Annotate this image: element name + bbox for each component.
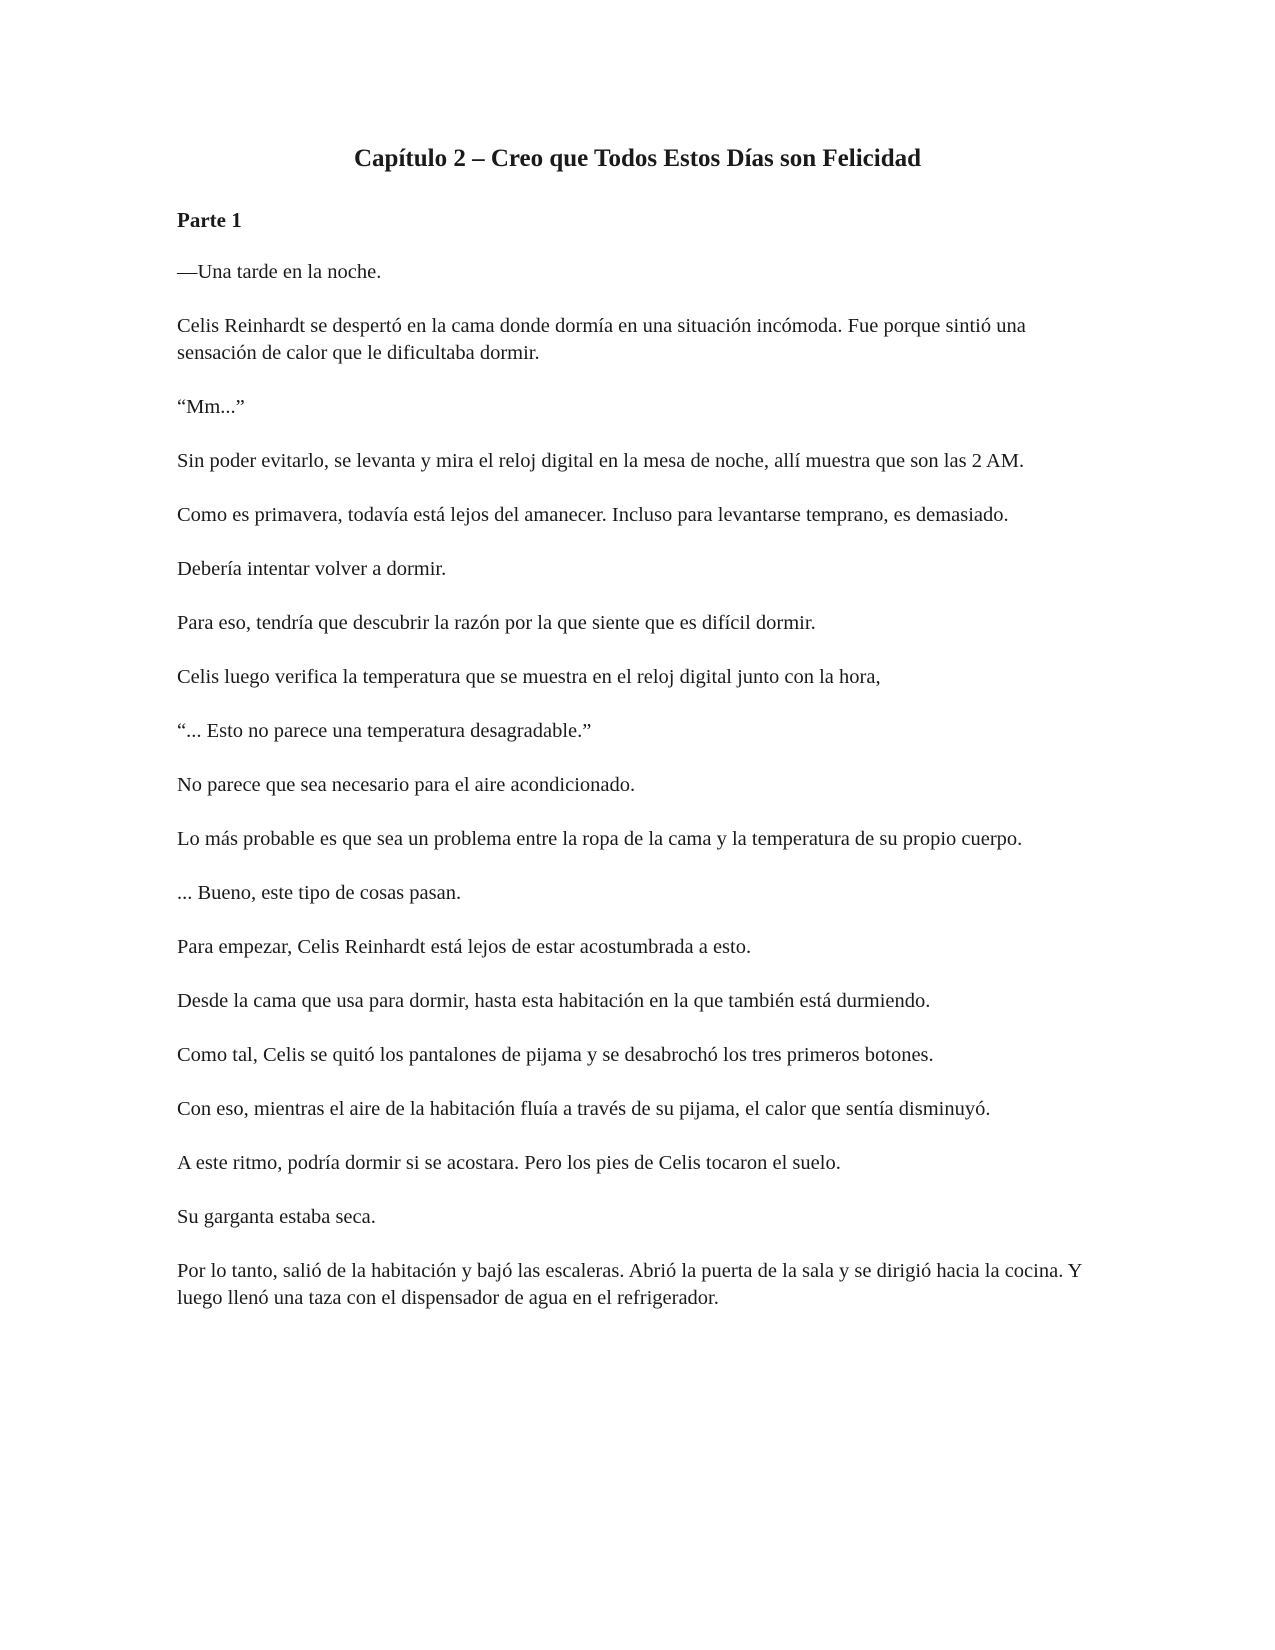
paragraph: Para eso, tendría que descubrir la razón por la que siente que es difícil dormir. bbox=[177, 612, 816, 634]
paragraph: No parece que sea necesario para el aire acondicionado. bbox=[177, 774, 636, 796]
paragraph: Lo más probable es que sea un problema entre la ropa de la cama y la temperatura de su propio cuerpo. bbox=[177, 828, 1023, 850]
paragraph: Sin poder evitarlo, se levanta y mira el reloj digital en la mesa de noche, allí muestra que son las 2 AM. bbox=[177, 450, 1025, 472]
paragraph: Celis Reinhardt se despertó en la cama donde dormía en una situación incómoda. Fue porque sintió una sensación de calor que le dificultaba dormir. bbox=[177, 315, 1026, 364]
paragraph: ... Bueno, este tipo de cosas pasan. bbox=[177, 882, 462, 904]
paragraph: “Mm...” bbox=[177, 396, 245, 418]
paragraph: —Una tarde en la noche. bbox=[177, 261, 382, 283]
paragraph: Celis luego verifica la temperatura que se muestra en el reloj digital junto con la hora, bbox=[177, 666, 881, 688]
paragraph: Con eso, mientras el aire de la habitación fluía a través de su pijama, el calor que sentía disminuyó. bbox=[177, 1098, 991, 1120]
paragraph: Como es primavera, todavía está lejos del amanecer. Incluso para levantarse temprano, es demasiado. bbox=[177, 504, 1009, 526]
paragraph: Por lo tanto, salió de la habitación y bajó las escaleras. Abrió la puerta de la sala y se dirigió hacia la cocina. Y luego llenó una taza con el dispensador de agua en el refrigerador. bbox=[177, 1260, 1082, 1309]
paragraph: “... Esto no parece una temperatura desagradable.” bbox=[177, 720, 592, 742]
paragraph: Como tal, Celis se quitó los pantalones de pijama y se desabrochó los tres primeros botones. bbox=[177, 1044, 934, 1066]
paragraph: Debería intentar volver a dormir. bbox=[177, 558, 447, 580]
chapter-title: Capítulo 2 – Creo que Todos Estos Días son Felicidad bbox=[353, 145, 922, 172]
body-text bbox=[177, 259, 1097, 1339]
paragraph: Su garganta estaba seca. bbox=[177, 1206, 376, 1228]
paragraph: Para empezar, Celis Reinhardt está lejos de estar acostumbrada a esto. bbox=[177, 936, 752, 958]
section-heading: Parte 1 bbox=[177, 208, 242, 232]
paragraph: A este ritmo, podría dormir si se acostara. Pero los pies de Celis tocaron el suelo. bbox=[177, 1152, 841, 1174]
paragraph: Desde la cama que usa para dormir, hasta esta habitación en la que también está durmiendo. bbox=[177, 990, 931, 1012]
